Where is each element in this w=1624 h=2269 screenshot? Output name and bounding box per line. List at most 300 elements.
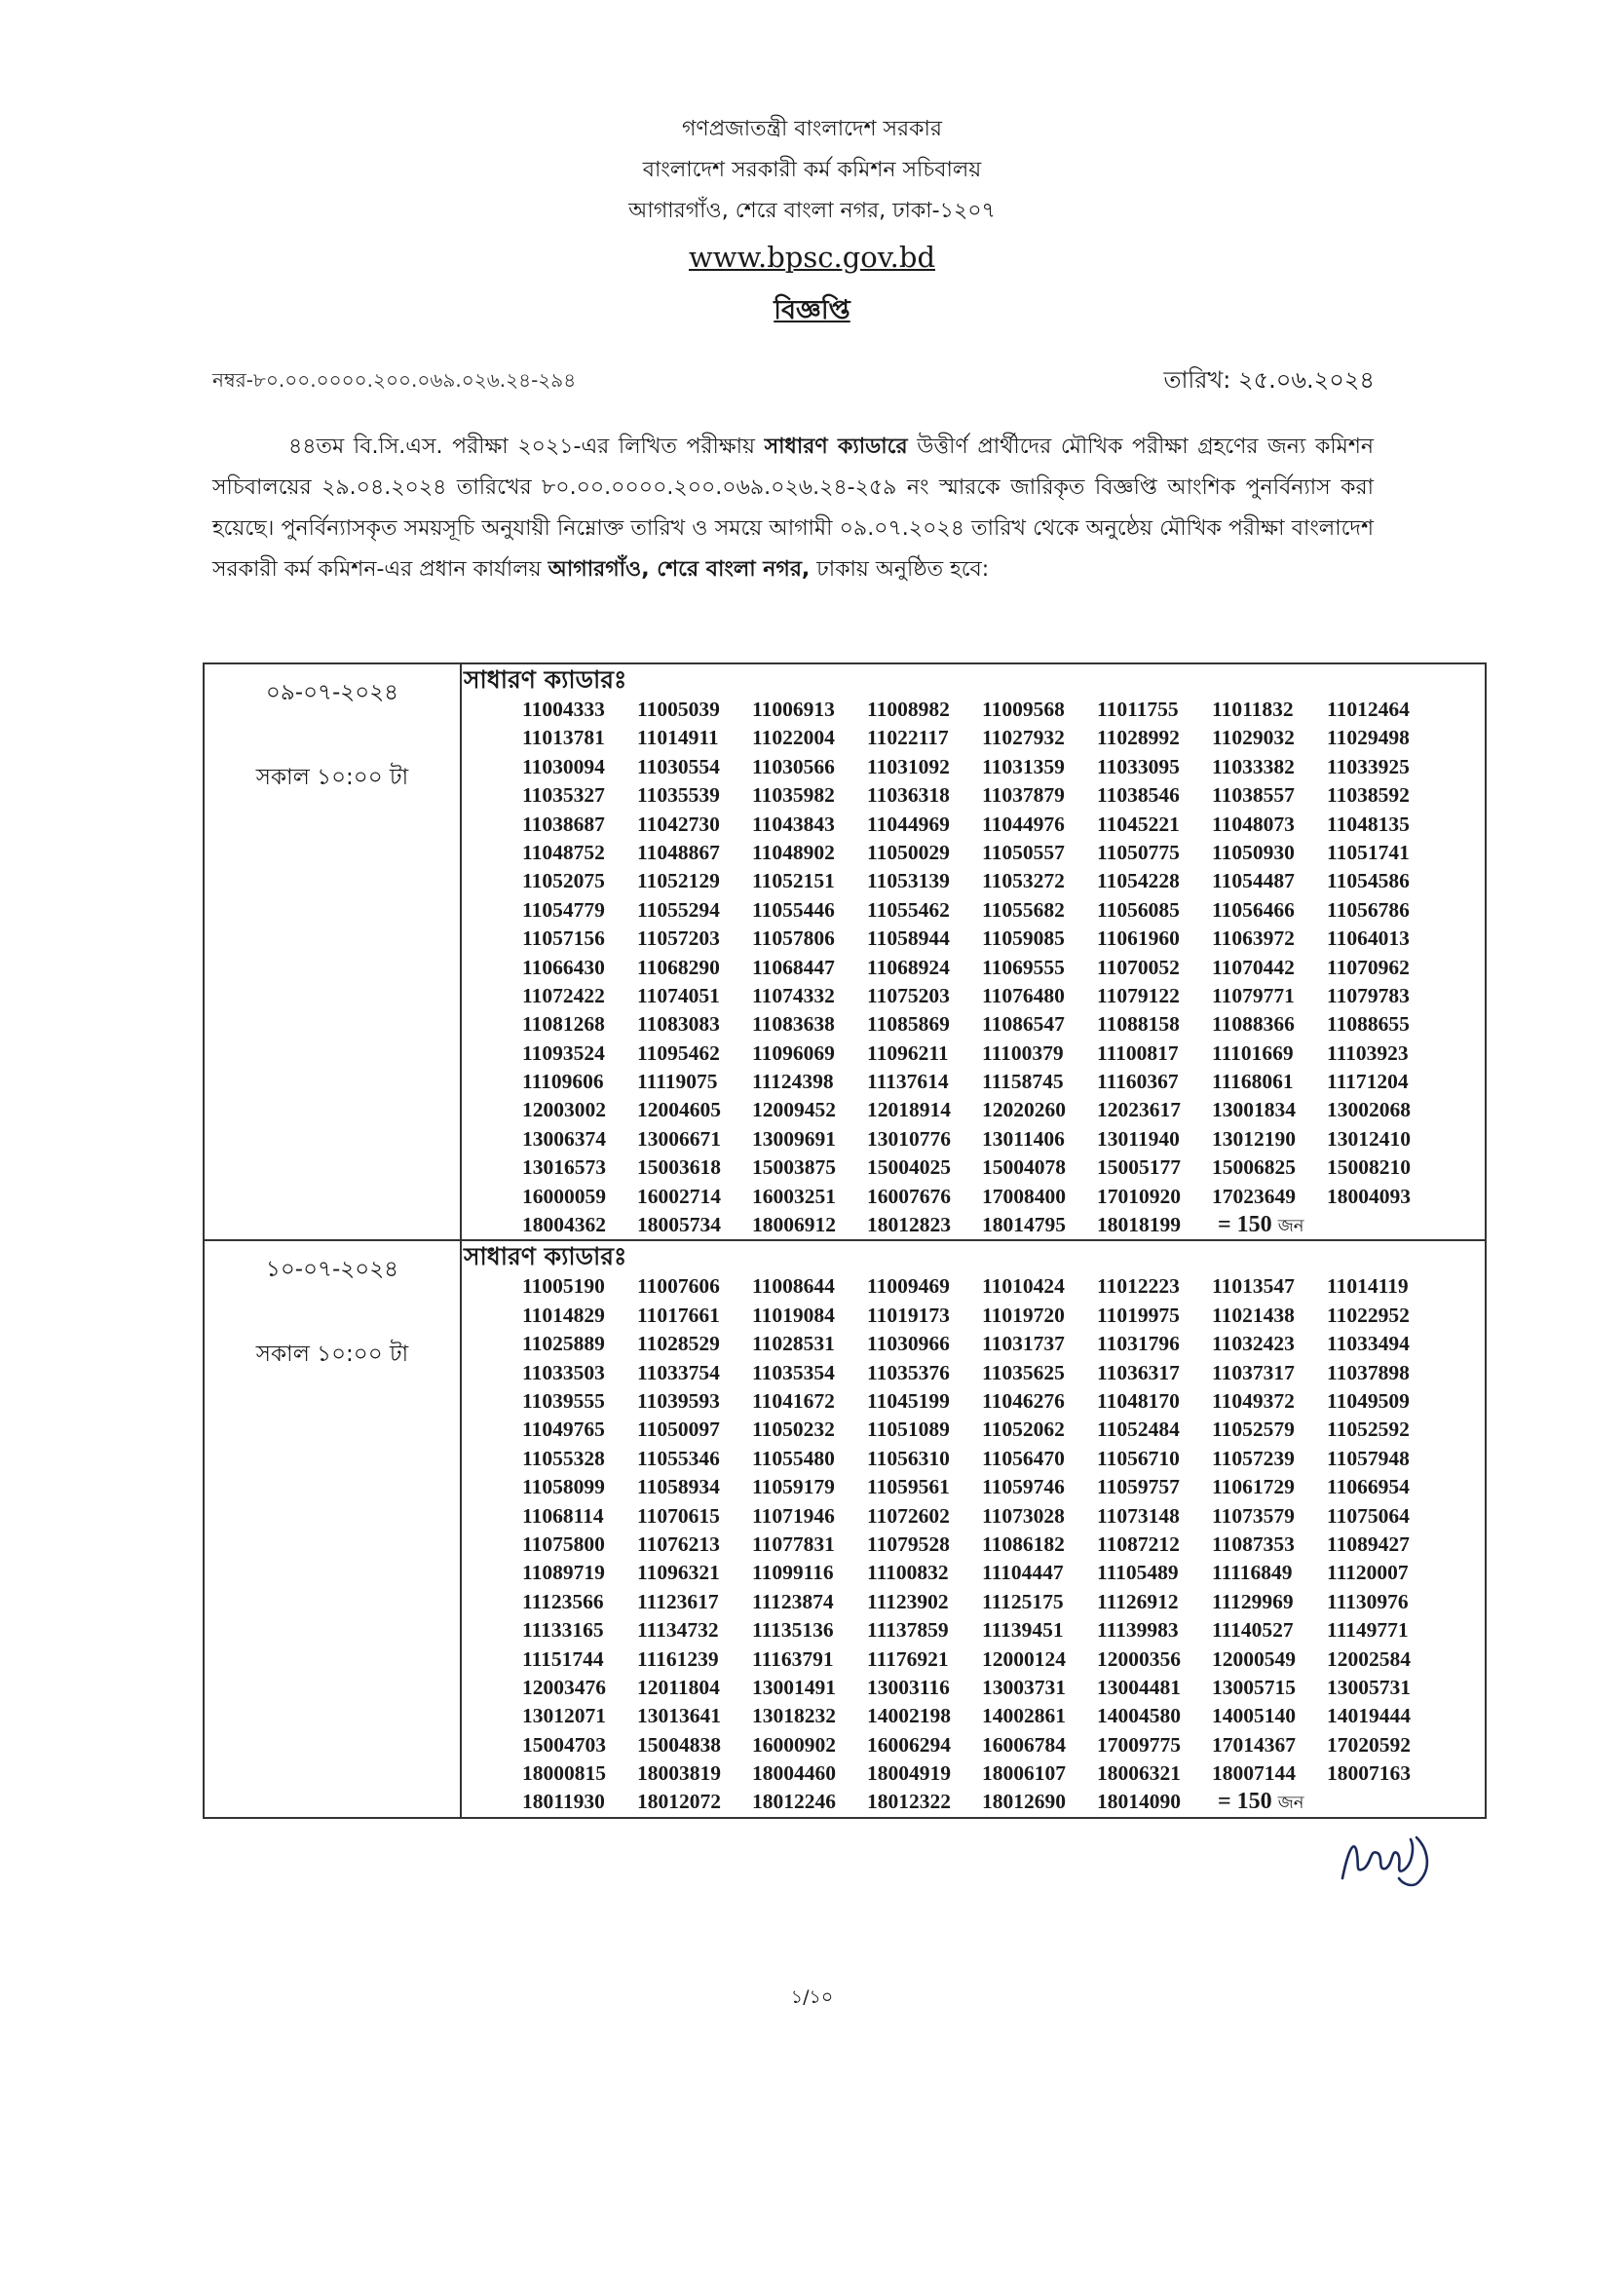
roll-number: 11135136: [752, 1618, 834, 1643]
roll-number: 11041672: [752, 1388, 835, 1413]
roll-row: [522, 925, 1485, 953]
roll-row: [522, 1302, 1485, 1330]
roll-number: 11105489: [1097, 1561, 1179, 1585]
roll-row: [522, 1416, 1485, 1444]
roll-number: 11161239: [637, 1646, 719, 1671]
roll-number: 11052579: [1212, 1418, 1295, 1442]
roll-list-cell: [462, 1241, 1485, 1816]
roll-number: 11139983: [1097, 1618, 1179, 1643]
roll-number: 13001491: [752, 1675, 836, 1699]
roll-number: 11100379: [982, 1040, 1064, 1065]
roll-number: 11079771: [1212, 983, 1295, 1007]
roll-number: 11042730: [637, 812, 720, 836]
roll-number: 12023617: [1097, 1098, 1181, 1122]
roll-number: 11050930: [1212, 840, 1295, 864]
roll-number: 11050775: [1097, 840, 1180, 864]
roll-number: 11075203: [867, 983, 950, 1007]
roll-number: 11116849: [1212, 1561, 1293, 1585]
roll-number: 13006374: [522, 1126, 606, 1151]
roll-number: 11012464: [1327, 698, 1410, 721]
roll-number: 11057948: [1327, 1446, 1410, 1470]
roll-number: 11035327: [522, 783, 605, 808]
roll-number: 11057239: [1212, 1446, 1295, 1470]
roll-number: 11072422: [522, 983, 605, 1007]
roll-number: 11014119: [1327, 1274, 1409, 1299]
roll-number: 11045221: [1097, 812, 1180, 836]
roll-number: 11087353: [1212, 1532, 1295, 1556]
roll-number: 11069555: [982, 955, 1065, 979]
roll-number: 11163791: [752, 1646, 834, 1671]
schedule-row: [205, 1239, 1485, 1816]
signature: [1335, 1820, 1442, 1898]
roll-number: 14005140: [1212, 1704, 1296, 1728]
roll-number: 11088366: [1212, 1012, 1295, 1037]
roll-number: 17008400: [982, 1184, 1066, 1208]
roll-number: 11033925: [1327, 754, 1410, 778]
roll-number: 11075800: [522, 1532, 605, 1556]
roll-number: 11052484: [1097, 1418, 1180, 1442]
notice-title: বিজ্ঞপ্তি: [774, 295, 850, 325]
roll-row: [522, 1616, 1485, 1645]
govt-name: গণপ্রজাতন্ত্রী বাংলাদেশ সরকার: [681, 117, 943, 141]
roll-number: 11096069: [752, 1040, 835, 1065]
roll-number: 11130976: [1327, 1589, 1409, 1613]
roll-number: 11074051: [637, 983, 720, 1007]
roll-number: 11030094: [522, 754, 605, 778]
roll-number: 11025889: [522, 1332, 605, 1356]
roll-row: [522, 1559, 1485, 1587]
roll-number: 11013547: [1212, 1274, 1295, 1299]
roll-number: 11103923: [1327, 1040, 1409, 1065]
roll-number: 18012823: [867, 1213, 951, 1237]
roll-number: 11029032: [1212, 726, 1295, 750]
roll-number: 11086182: [982, 1532, 1065, 1556]
roll-number: 11048752: [522, 840, 605, 864]
roll-number: 11079122: [1097, 983, 1180, 1007]
roll-number: 11057156: [522, 927, 605, 951]
roll-row: [522, 1473, 1485, 1501]
roll-number: 11079783: [1327, 983, 1410, 1007]
roll-number: 12018914: [867, 1098, 951, 1122]
roll-number: 11055294: [637, 897, 720, 922]
roll-number: 13011406: [982, 1126, 1065, 1151]
roll-number: 11038546: [1097, 783, 1180, 808]
roll-number: 11059179: [752, 1475, 835, 1499]
roll-row: [522, 1183, 1485, 1211]
roll-number: 16006294: [867, 1732, 951, 1757]
schedule-date-cell: [205, 1241, 462, 1816]
roll-number: 11125175: [982, 1589, 1064, 1613]
roll-number: 11096321: [637, 1561, 720, 1585]
roll-number: 11085869: [867, 1012, 950, 1037]
roll-row: [522, 1531, 1485, 1559]
roll-number: 11068924: [867, 955, 950, 979]
roll-row: [522, 1153, 1485, 1182]
total-unit: জন: [1277, 1793, 1304, 1814]
roll-number: 11013781: [522, 726, 605, 750]
roll-number: 11021438: [1212, 1303, 1295, 1327]
roll-number: 11030566: [752, 754, 835, 778]
roll-number: 11074332: [752, 983, 835, 1007]
roll-number: 11051089: [867, 1418, 950, 1442]
roll-number: 11056710: [1097, 1446, 1180, 1470]
roll-number: 11010424: [982, 1274, 1065, 1299]
roll-number: 11101669: [1212, 1040, 1294, 1065]
roll-number: 15004838: [637, 1732, 721, 1757]
roll-number: 11022952: [1327, 1303, 1410, 1327]
roll-number: 11049765: [522, 1418, 605, 1442]
roll-number: 11076480: [982, 983, 1065, 1007]
roll-number: 17014367: [1212, 1732, 1296, 1757]
roll-row: [522, 1702, 1485, 1730]
roll-number: 11068447: [752, 955, 835, 979]
roll-number: 11070962: [1327, 955, 1410, 979]
roll-number: 11123902: [867, 1589, 949, 1613]
roll-row: [522, 1211, 1485, 1239]
schedule-table: [203, 662, 1487, 1819]
roll-number: 11033503: [522, 1360, 605, 1384]
roll-number: 11049372: [1212, 1388, 1295, 1413]
roll-number: 11052129: [637, 869, 720, 893]
exam-date: ১০-০৭-২০২৪: [265, 1257, 399, 1283]
roll-number: 11109606: [522, 1070, 604, 1094]
roll-number: 11087212: [1097, 1532, 1180, 1556]
roll-number: 11072602: [867, 1503, 950, 1528]
roll-number: 11014911: [637, 726, 719, 750]
roll-row: [522, 1040, 1485, 1068]
roll-number: 11028992: [1097, 726, 1180, 750]
roll-number: 11124398: [752, 1070, 834, 1094]
letterhead: [0, 109, 1624, 281]
roll-number: 11070615: [637, 1503, 720, 1528]
roll-number: 11005190: [522, 1274, 605, 1299]
exam-time: সকাল ১০:০০ টা: [255, 765, 409, 790]
roll-number: 13018232: [752, 1704, 836, 1728]
roll-number: 11052062: [982, 1418, 1065, 1442]
roll-number: 11031796: [1097, 1332, 1180, 1356]
exam-time: সকাল ১০:০০ টা: [255, 1342, 409, 1368]
roll-number: 11017661: [637, 1303, 720, 1327]
roll-number: 11039555: [522, 1388, 605, 1413]
roll-number: 11035539: [637, 783, 720, 808]
roll-number: 12004605: [637, 1098, 721, 1122]
roll-number: 11004333: [522, 698, 605, 721]
roll-number: 13010776: [867, 1126, 951, 1151]
roll-number: 11133165: [522, 1618, 604, 1643]
roll-number: 11068114: [522, 1503, 604, 1528]
roll-number: 11035625: [982, 1360, 1065, 1384]
roll-number: 11055682: [982, 897, 1065, 922]
roll-number: 11100817: [1097, 1040, 1179, 1065]
roll-number: 11028529: [637, 1332, 720, 1356]
total-count: = 150: [1218, 1212, 1272, 1238]
roll-number: 11058944: [867, 927, 950, 951]
roll-number: 11030966: [867, 1332, 950, 1356]
roll-number: 14002861: [982, 1704, 1066, 1728]
roll-number: 18006107: [982, 1761, 1066, 1786]
roll-number: 11073579: [1212, 1503, 1295, 1528]
roll-number: 12011804: [637, 1675, 720, 1699]
roll-number: 11007606: [637, 1274, 720, 1299]
roll-number: 11061729: [1212, 1475, 1295, 1499]
roll-number: 18004919: [867, 1761, 951, 1786]
roll-number: 15004703: [522, 1732, 606, 1757]
roll-number: 13016573: [522, 1155, 606, 1180]
roll-number: 11058934: [637, 1475, 720, 1499]
roll-number: 11058099: [522, 1475, 605, 1499]
notice-date: তারিখ: ২৫.০৬.২০২৪: [1163, 366, 1375, 394]
roll-number: 11055446: [752, 897, 835, 922]
roll-number: 18014090: [1097, 1790, 1181, 1814]
roll-number: 11050232: [752, 1418, 835, 1442]
roll-number: 11059746: [982, 1475, 1065, 1499]
roll-number: 12000356: [1097, 1646, 1181, 1671]
roll-number: 11056470: [982, 1446, 1065, 1470]
roll-number: 11008644: [752, 1274, 835, 1299]
roll-row: [522, 867, 1485, 895]
roll-number: 13011940: [1097, 1126, 1180, 1151]
roll-number: 11070052: [1097, 955, 1180, 979]
cadre-heading: সাধারণ ক্যাডারঃ: [464, 665, 627, 694]
roll-number: 11126912: [1097, 1589, 1179, 1613]
roll-number: 18018199: [1097, 1213, 1181, 1237]
roll-number: 11027932: [982, 726, 1065, 750]
roll-number: 18000815: [522, 1761, 606, 1786]
roll-number: 11046276: [982, 1388, 1065, 1413]
roll-number: 13002068: [1327, 1098, 1411, 1122]
total-count: = 150: [1218, 1789, 1272, 1815]
roll-number: 15004078: [982, 1155, 1066, 1180]
roll-number: 18012322: [867, 1790, 951, 1814]
roll-row: [522, 954, 1485, 982]
roll-number: 11081268: [522, 1012, 605, 1037]
roll-number: 11036317: [1097, 1360, 1180, 1384]
roll-number: 11086547: [982, 1012, 1065, 1037]
roll-number: 12003476: [522, 1675, 606, 1699]
roll-number: 11064013: [1327, 927, 1410, 951]
roll-number: 15003618: [637, 1155, 721, 1180]
roll-row: [522, 781, 1485, 810]
roll-number: 18012072: [637, 1790, 721, 1814]
roll-number: 11076213: [637, 1532, 720, 1556]
roll-number: 11077831: [752, 1532, 835, 1556]
roll-row: [522, 1096, 1485, 1124]
roll-number: 11037317: [1212, 1360, 1295, 1384]
roll-number: 17020592: [1327, 1732, 1411, 1757]
roll-number: 13012071: [522, 1704, 606, 1728]
roll-number: 11083638: [752, 1012, 835, 1037]
cadre-heading: সাধারণ ক্যাডারঃ: [464, 1242, 627, 1271]
roll-number: 16007676: [867, 1184, 951, 1208]
roll-number: 11066954: [1327, 1475, 1410, 1499]
roll-number: 11037898: [1327, 1360, 1410, 1384]
roll-number: 11033754: [637, 1360, 720, 1384]
roll-number: 11050557: [982, 840, 1065, 864]
roll-row: [522, 1588, 1485, 1616]
roll-number: 18005734: [637, 1213, 721, 1237]
roll-number: 11035376: [867, 1360, 950, 1384]
roll-number: 13003731: [982, 1675, 1066, 1699]
roll-grid: [462, 1272, 1485, 1816]
notice-paragraph: ৪৪তম বি.সি.এস. পরীক্ষা ২০২১-এর লিখিত পরীক্ষায় সাধারণ ক্যাডারে উত্তীর্ণ প্রার্থীদের মৌখিক পরীক্ষা গ্রহণের জন্য কমিশন সচিবালয়ের ২৯.০৪.২০২৪ তারিখের ৮০.০০.০০০০.২০০.০৬৯.০২৬.২৪-২৫৯ নং স্মারকে জারিকৃত বিজ্ঞপ্তি আংশিক পুনর্বিন্যাস করা হয়েছে। পুনর্বিন্যাসকৃত সময়সূচি অনুযায়ী নিম্নোক্ত তারিখ ও সময়ে আগামী ০৯.০৭.২০২৪ তারিখ থেকে অনুষ্ঠেয় মৌখিক পরীক্ষা বাংলাদেশ সরকারী কর্ম কমিশন-এর প্রধান কার্যালয় আগারগাঁও, শেরে বাংলা নগর, ঢাকায় অনুষ্ঠিত হবে:: [212, 435, 1374, 582]
roll-row: [522, 1731, 1485, 1759]
roll-number: 11171204: [1327, 1070, 1409, 1094]
roll-number: 13012190: [1212, 1126, 1296, 1151]
roll-number: 11120007: [1327, 1561, 1409, 1585]
roll-number: 11031092: [867, 754, 950, 778]
roll-number: 11049509: [1327, 1388, 1410, 1413]
roll-number: 11071946: [752, 1503, 835, 1528]
roll-row: [522, 1330, 1485, 1358]
roll-number: 11038557: [1212, 783, 1295, 808]
roll-number: 11044976: [982, 812, 1065, 836]
roll-number: 11054779: [522, 897, 605, 922]
roll-number: 11123566: [522, 1589, 604, 1613]
roll-number: 17023649: [1212, 1184, 1296, 1208]
roll-number: 13003116: [867, 1675, 950, 1699]
schedule-row: [205, 664, 1485, 1239]
roll-number: 11032423: [1212, 1332, 1295, 1356]
roll-number: 11036318: [867, 783, 950, 808]
roll-number: 11029498: [1327, 726, 1410, 750]
roll-number: 11044969: [867, 812, 950, 836]
roll-number: 11104447: [982, 1561, 1064, 1585]
website-link[interactable]: www.bpsc.gov.bd: [688, 241, 936, 274]
roll-number: 11176921: [867, 1646, 949, 1671]
roll-number: 12002584: [1327, 1646, 1411, 1671]
roll-number: 11079528: [867, 1532, 950, 1556]
roll-number: 18004362: [522, 1213, 606, 1237]
roll-number: 11089427: [1327, 1532, 1410, 1556]
roll-number: 15005177: [1097, 1155, 1181, 1180]
roll-number: 11053139: [867, 869, 950, 893]
commission-name: বাংলাদেশ সরকারী কর্ম কমিশন সচিবালয়: [642, 158, 982, 182]
roll-number: 11055328: [522, 1446, 605, 1470]
roll-number: 11134732: [637, 1618, 719, 1643]
roll-number: 11073028: [982, 1503, 1065, 1528]
roll-list-cell: [462, 664, 1485, 1239]
roll-number: 11059757: [1097, 1475, 1180, 1499]
roll-number: 11008982: [867, 698, 950, 721]
roll-number: 11048170: [1097, 1388, 1180, 1413]
roll-number: 11123617: [637, 1589, 719, 1613]
roll-number: 15006825: [1212, 1155, 1296, 1180]
roll-number: 18014795: [982, 1213, 1066, 1237]
roll-row: [522, 1010, 1485, 1039]
roll-number: 11038592: [1327, 783, 1410, 808]
roll-number: 12000124: [982, 1646, 1066, 1671]
roll-number: 18012690: [982, 1790, 1066, 1814]
roll-number: 18003819: [637, 1761, 721, 1786]
address: আগারগাঁও, শেরে বাংলা নগর, ঢাকা-১২০৭: [628, 199, 996, 223]
roll-number: 11088158: [1097, 1012, 1180, 1037]
roll-number: 11006913: [752, 698, 835, 721]
roll-number: 15004025: [867, 1155, 951, 1180]
roll-number: 11011832: [1212, 698, 1294, 721]
roll-number: 11139451: [982, 1618, 1064, 1643]
roll-number: 11051741: [1327, 840, 1410, 864]
roll-row: [522, 1387, 1485, 1416]
roll-number: 11048073: [1212, 812, 1295, 836]
roll-number: 11056310: [867, 1446, 950, 1470]
roll-number: 11050029: [867, 840, 950, 864]
roll-number: 11031359: [982, 754, 1065, 778]
roll-number: 11045199: [867, 1388, 950, 1413]
roll-number: 16002714: [637, 1184, 721, 1208]
roll-number: 11119075: [637, 1070, 718, 1094]
roll-number: 11151744: [522, 1646, 604, 1671]
roll-number: 18012246: [752, 1790, 836, 1814]
roll-number: 11096211: [867, 1040, 949, 1065]
roll-number: 11019173: [867, 1303, 950, 1327]
roll-number: 13009691: [752, 1126, 836, 1151]
roll-number: 18004093: [1327, 1184, 1411, 1208]
roll-number: 18011930: [522, 1790, 605, 1814]
roll-number: 11012223: [1097, 1274, 1180, 1299]
roll-number: 11031737: [982, 1332, 1065, 1356]
roll-number: 11014829: [522, 1303, 605, 1327]
roll-number: 18004460: [752, 1761, 836, 1786]
roll-number: 11011755: [1097, 698, 1179, 721]
roll-number: 11048135: [1327, 812, 1410, 836]
roll-number: 11070442: [1212, 955, 1295, 979]
roll-row: [522, 1645, 1485, 1674]
roll-number: 16006784: [982, 1732, 1066, 1757]
roll-number: 13006671: [637, 1126, 721, 1151]
roll-row: [522, 1068, 1485, 1096]
roll-number: 17009775: [1097, 1732, 1181, 1757]
roll-row: [522, 1125, 1485, 1153]
roll-grid: [462, 696, 1485, 1239]
roll-number: 11022004: [752, 726, 835, 750]
roll-row: [522, 1359, 1485, 1387]
roll-row: [522, 1502, 1485, 1531]
roll-number: 11059561: [867, 1475, 950, 1499]
roll-number: 18007144: [1212, 1761, 1296, 1786]
roll-number: 11019720: [982, 1303, 1065, 1327]
roll-number: 11168061: [1212, 1070, 1294, 1094]
roll-number: 11089719: [522, 1561, 605, 1585]
roll-number: 11054586: [1327, 869, 1410, 893]
roll-number: 11039593: [637, 1388, 720, 1413]
roll-number: 11123874: [752, 1589, 834, 1613]
roll-number: 11052075: [522, 869, 605, 893]
total-unit: জন: [1277, 1216, 1304, 1237]
candidate-total: [1218, 1789, 1304, 1814]
roll-row: [522, 982, 1485, 1010]
exam-date: ০৯-০৭-২০২৪: [265, 680, 399, 705]
roll-number: 15008210: [1327, 1155, 1411, 1180]
roll-number: 11055480: [752, 1446, 835, 1470]
candidate-total: [1218, 1212, 1304, 1237]
roll-number: 11129969: [1212, 1589, 1294, 1613]
roll-number: 18006912: [752, 1213, 836, 1237]
roll-number: 13004481: [1097, 1675, 1181, 1699]
roll-number: 11019975: [1097, 1303, 1180, 1327]
roll-number: 11057806: [752, 927, 835, 951]
roll-number: 11068290: [637, 955, 720, 979]
roll-number: 12020260: [982, 1098, 1066, 1122]
roll-number: 13012410: [1327, 1126, 1411, 1151]
roll-number: 11137859: [867, 1618, 949, 1643]
roll-number: 13001834: [1212, 1098, 1296, 1122]
roll-row: [522, 753, 1485, 781]
roll-number: 11056786: [1327, 897, 1410, 922]
roll-number: 11048902: [752, 840, 835, 864]
roll-number: 11095462: [637, 1040, 720, 1065]
roll-row: [522, 896, 1485, 925]
roll-number: 11088655: [1327, 1012, 1410, 1037]
